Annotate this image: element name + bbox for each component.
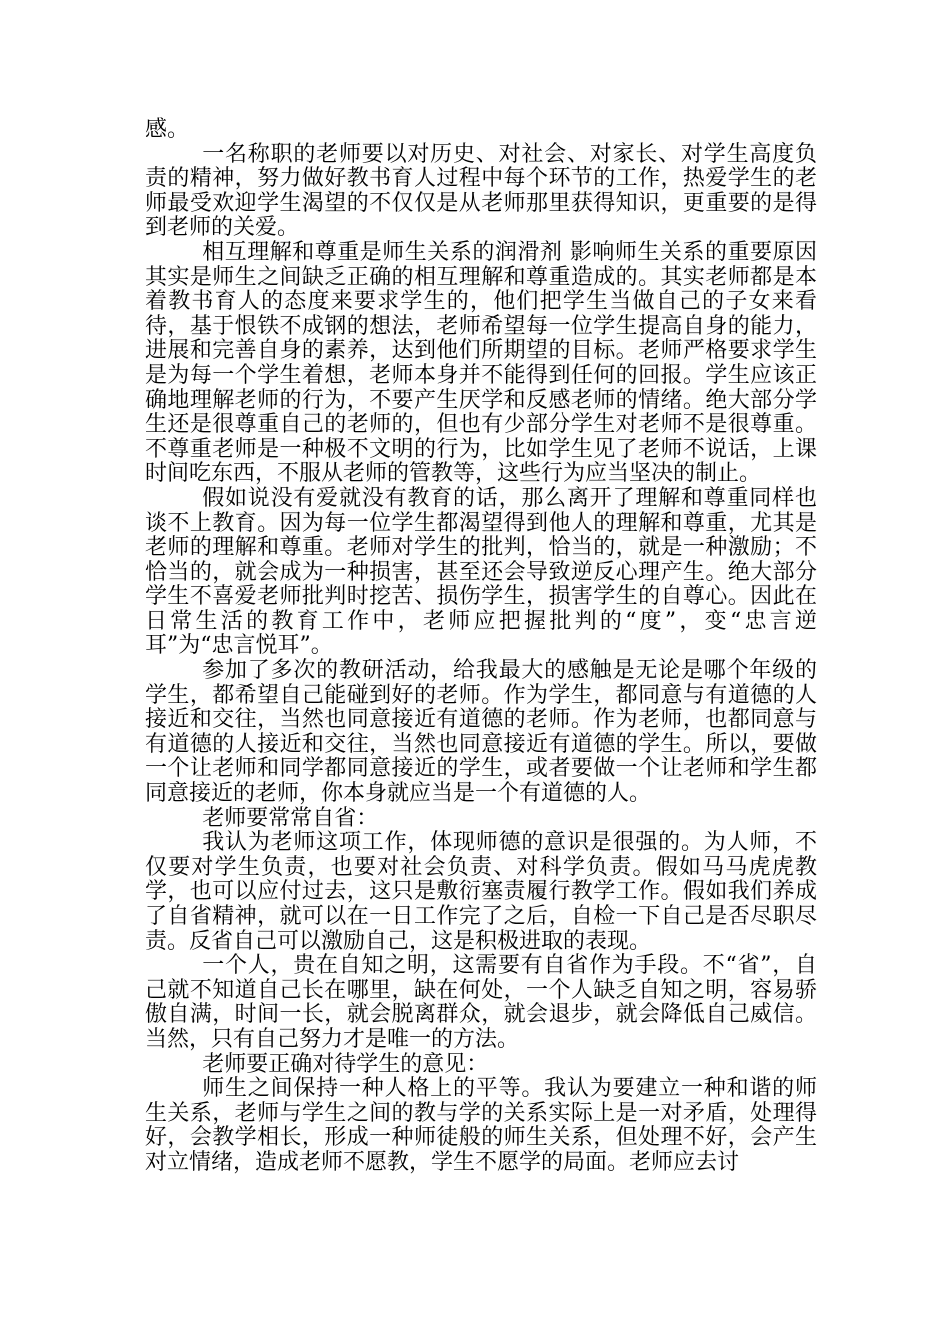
paragraph: 一个人，贵在自知之明，这需要有自省作为手段。不“省”，自己就不知道自己长在哪里，缺在何处，一个人缺乏自知之明，容易骄傲自满，时间一长，就会脱离群众，就会退步，就会降低自己威信。当然，只有自己努力才是唯一的方法。 [145, 953, 817, 1052]
paragraph: 我认为老师这项工作，体现师德的意识是很强的。为人师，不仅要对学生负责，也要对社会负责、对科学负责。假如马马虎虎教学，也可以应付过去，这只是敷衍塞责履行教学工作。假如我们养成了自省精神，就可以在一日工作完了之后，自检一下自己是否尽职尽责。反省自己可以激励自己，这是积极进取的表现。 [145, 830, 817, 954]
paragraph: 参加了多次的教研活动，给我最大的感触是无论是哪个年级的学生，都希望自己能碰到好的老师。作为学生，都同意与有道德的人接近和交往，当然也同意接近有道德的老师。作为老师，也都同意与有道德的人接近和交往，当然也同意接近有道德的学生。所以，要做一个让老师和同学都同意接近的学生，或者要做一个让老师和学生都同意接近的老师，你本身就应当是一个有道德的人。 [145, 658, 817, 807]
paragraph: 相互理解和尊重是师生关系的润滑剂 影响师生关系的重要原因其实是师生之间缺乏正确的相互理解和尊重造成的。其实老师都是本着教书育人的态度来要求学生的，他们把学生当做自己的子女来看待，基于恨铁不成钢的想法，老师希望每一位学生提高自身的能力，进展和完善自身的素养，达到他们所期望的目标。老师严格要求学生是为每一个学生着想，老师本身并不能得到任何的回报。学生应该正确地理解老师的行为，不要产生厌学和反感老师的情绪。绝大部分学生还是很尊重自己的老师的，但也有少部分学生对老师不是很尊重。不尊重老师是一种极不文明的行为，比如学生见了老师不说话，上课时间吃东西，不服从老师的管教等，这些行为应当坚决的制止。 [145, 239, 817, 487]
paragraph: 一名称职的老师要以对历史、对社会、对家长、对学生高度负责的精神，努力做好教书育人过程中每个环节的工作，热爱学生的老师最受欢迎学生渴望的不仅仅是从老师那里获得知识，更重要的是得到老师的关爱。 [145, 141, 817, 241]
paragraph: 感。 [145, 117, 190, 142]
document-page [145, 118, 817, 1176]
section-heading: 老师要正确对待学生的意见： [202, 1051, 489, 1077]
paragraph: 师生之间保持一种人格上的平等。我认为要建立一种和谐的师生关系，老师与学生之间的教与学的关系实际上是一对矛盾，处理得好，会教学相长，形成一种师徒般的师生关系，但处理不好，会产生对立情绪，造成老师不愿教，学生不愿学的局面。老师应去讨 [145, 1076, 817, 1175]
paragraph: 假如说没有爱就没有教育的话，那么离开了理解和尊重同样也谈不上教育。因为每一位学生都渴望得到他人的理解和尊重，尤其是老师的理解和尊重。老师对学生的批判，恰当的，就是一种激励；不恰当的，就会成为一种损害，甚至还会导致逆反心理产生。绝大部分学生不喜爱老师批判时挖苦、损伤学生，损害学生的自尊心。因此在日常生活的教育工作中，老师应把握批判的“度”，变“忠言逆耳”为“忠言悦耳”。 [145, 485, 817, 659]
section-heading: 老师要常常自省： [202, 805, 379, 831]
